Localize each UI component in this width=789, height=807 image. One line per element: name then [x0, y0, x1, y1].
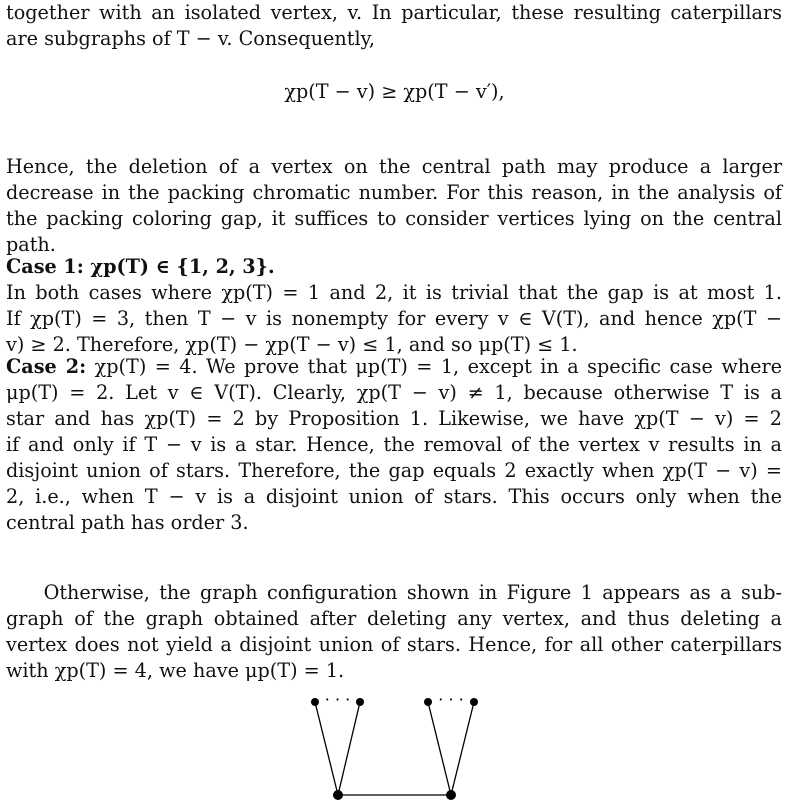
case-2-first-line	[6, 354, 782, 380]
figure-1-graph	[300, 694, 500, 804]
edge-left-a	[315, 702, 338, 795]
text-line: Otherwise, the graph configuration shown in Figure 1 appears as a sub-	[6, 581, 782, 604]
text-line: decrease in the packing chromatic number. For this reason, in the analysis of	[6, 181, 782, 204]
text-line: v) ≥ 2. Therefore, χp(T) − χp(T − v) ≤ 1, and so μp(T) ≤ 1.	[6, 333, 578, 356]
text-line: the packing coloring gap, it suffices to consider vertices lying on the central	[6, 207, 782, 230]
ellipsis-left: · · ·	[324, 694, 351, 709]
edge-right-a	[428, 702, 451, 795]
paragraph-central-path	[6, 154, 782, 258]
text-line: star and has χp(T) = 2 by Proposition 1. Likewise, we have χp(T − v) = 2	[6, 407, 782, 430]
text-line: If χp(T) = 3, then T − v is nonempty for every v ∈ V(T), and hence χp(T −	[6, 307, 782, 330]
text-line: path.	[6, 233, 56, 256]
text-line: together with an isolated vertex, v. In particular, these resulting caterpillars	[6, 1, 782, 24]
display-equation: χp(T − v) ≥ χp(T − v′),	[284, 80, 505, 103]
case-1-heading: Case 1:	[6, 255, 84, 278]
case-2	[6, 354, 782, 536]
text-line: 2, i.e., when T − v is a disjoint union of stars. This occurs only when the	[6, 485, 782, 508]
vertex-leaf	[470, 698, 478, 706]
text-line: vertex does not yield a disjoint union of stars. Hence, for all other caterpillars	[6, 633, 782, 656]
case-1-heading-math: χp(T) ∈ {1, 2, 3}.	[83, 255, 275, 278]
case-2-first-text: χp(T) = 4. We prove that μp(T) = 1, except in a specific case where	[86, 355, 782, 378]
case-1	[6, 254, 782, 358]
text-line: μp(T) = 2. Let v ∈ V(T). Clearly, χp(T − v) ≠ 1, because otherwise T is a	[6, 381, 782, 404]
text-line: are subgraphs of T − v. Consequently,	[6, 27, 376, 50]
text-line: if and only if T − v is a star. Hence, the removal of the vertex v results in a	[6, 433, 782, 456]
ellipsis-right: · · ·	[438, 694, 464, 709]
vertex-leaf	[356, 698, 364, 706]
paragraph-intro	[6, 0, 782, 52]
edge-right-b	[451, 702, 474, 795]
text-line: Hence, the deletion of a vertex on the central path may produce a larger	[6, 155, 782, 178]
text-line: with χp(T) = 4, we have μp(T) = 1.	[6, 659, 345, 682]
text-line: disjoint union of stars. Therefore, the gap equals 2 exactly when χp(T − v) =	[6, 459, 782, 482]
text-line: central path has order 3.	[6, 511, 249, 534]
text-line: graph of the graph obtained after deleting any vertex, and thus deleting a	[6, 607, 782, 630]
case-2-heading: Case 2:	[6, 355, 87, 378]
vertex-center	[333, 790, 343, 800]
vertex-center	[446, 790, 456, 800]
case-1-heading-line	[6, 254, 782, 280]
edge-left-b	[338, 702, 360, 795]
text-line: In both cases where χp(T) = 1 and 2, it is trivial that the gap is at most 1.	[6, 281, 782, 304]
paragraph-otherwise	[6, 580, 782, 684]
vertex-leaf	[311, 698, 319, 706]
vertex-leaf	[424, 698, 432, 706]
